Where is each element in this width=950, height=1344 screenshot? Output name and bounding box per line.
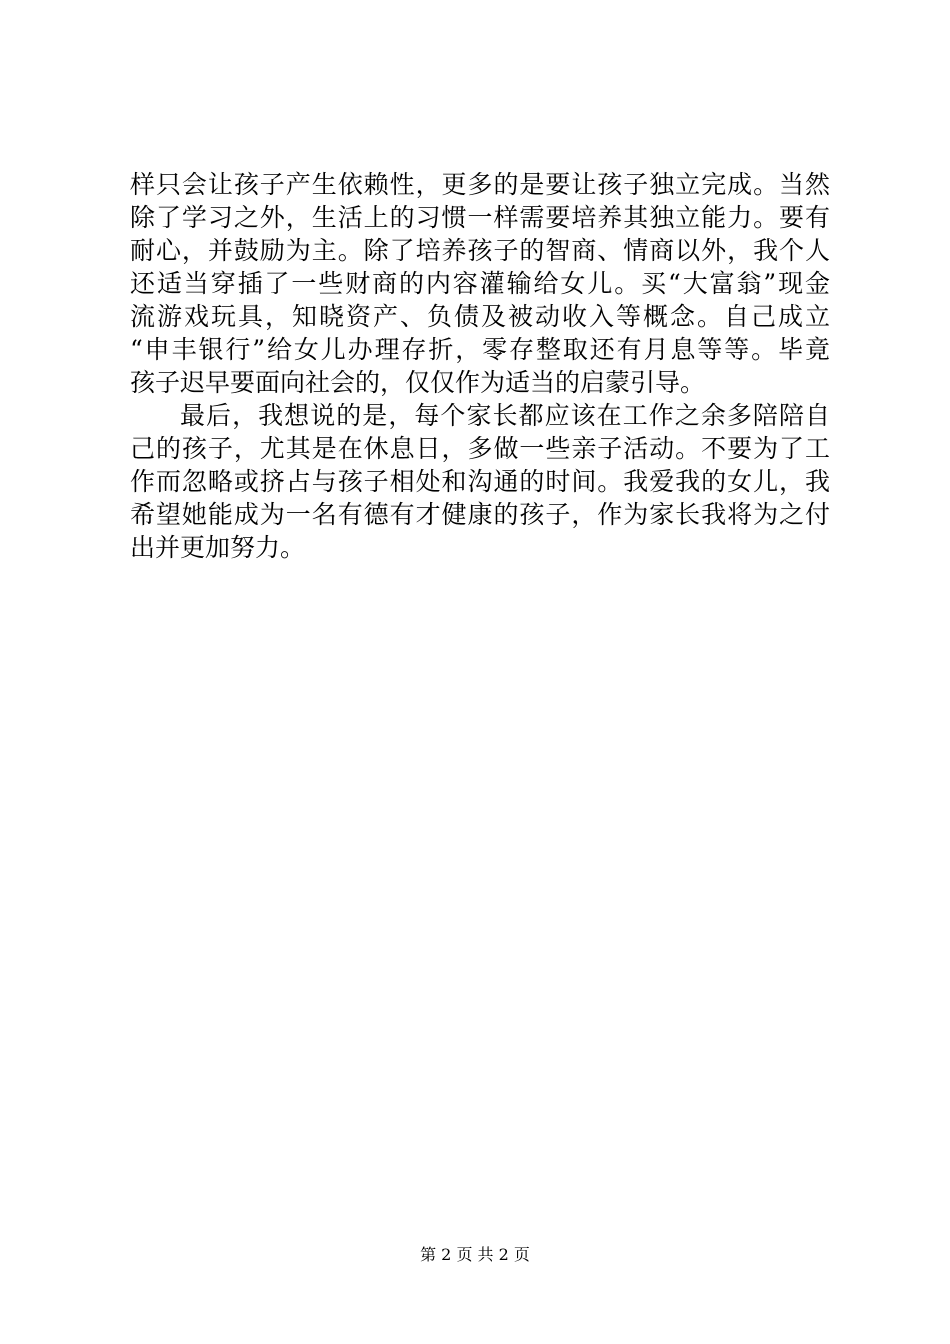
paragraph-line: 除了学习之外，生活上的习惯一样需要培养其独立能力。要有 [130,203,830,232]
body-text [130,168,830,564]
paragraph-line: 己的孩子，尤其是在休息日，多做一些亲子活动。不要为了工 [130,434,830,463]
paragraph-line: 出并更加努力。 [130,533,306,562]
paragraph-1 [130,168,830,399]
paragraph-line: 最后，我想说的是，每个家长都应该在工作之余多陪陪自 [180,401,830,430]
page-footer: 第 2 页 共 2 页 [420,1245,530,1264]
paragraph-line: 孩子迟早要面向社会的，仅仅作为适当的启蒙引导。 [130,368,706,397]
paragraph-line: 作而忽略或挤占与孩子相处和沟通的时间。我爱我的女儿，我 [130,467,830,496]
paragraph-2 [130,399,830,564]
paragraph-line: 耐心，并鼓励为主。除了培养孩子的智商、情商以外，我个人 [130,236,830,265]
paragraph-line: 希望她能成为一名有德有才健康的孩子，作为家长我将为之付 [130,500,830,529]
paragraph-line: 还适当穿插了一些财商的内容灌输给女儿。买“大富翁”现金 [130,269,830,298]
paragraph-line: 样只会让孩子产生依赖性，更多的是要让孩子独立完成。当然 [130,170,830,199]
paragraph-line: 流游戏玩具，知晓资产、负债及被动收入等概念。自己成立 [130,302,830,331]
paragraph-line: “申丰银行”给女儿办理存折，零存整取还有月息等等。毕竟 [130,335,830,364]
